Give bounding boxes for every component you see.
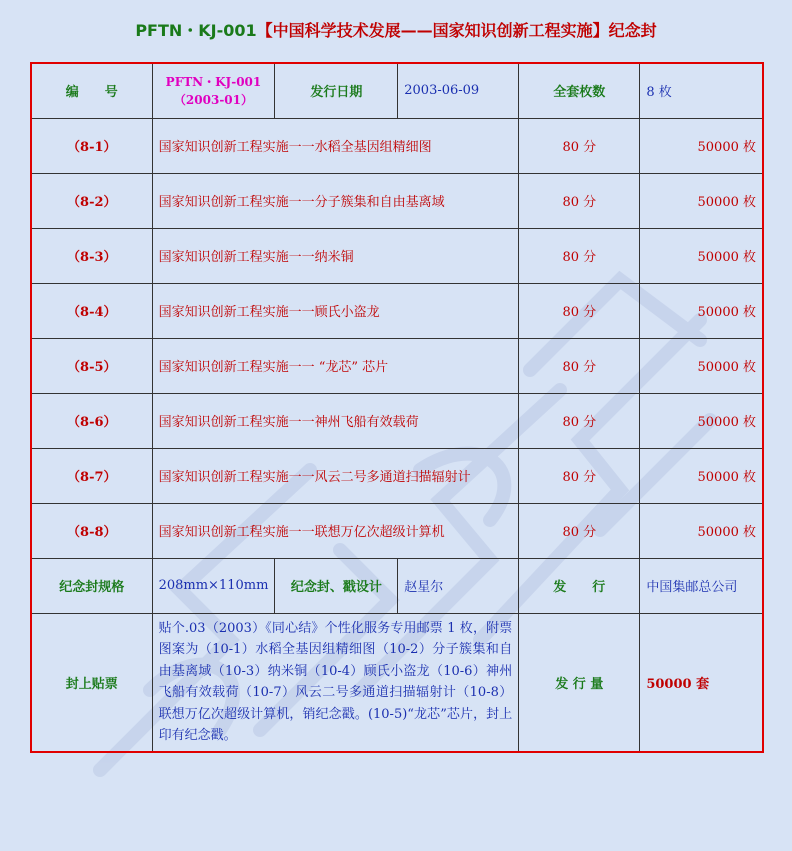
issue-date-label: 发行日期 [275, 63, 398, 118]
volume-value: 50000 套 [640, 613, 763, 752]
row-value: 80 分 [519, 338, 640, 393]
row-quantity: 50000 枚 [640, 503, 763, 558]
table-row [31, 173, 763, 228]
size-value: 208mm×110mm [152, 558, 275, 613]
row-quantity: 50000 枚 [640, 338, 763, 393]
number-value [152, 63, 275, 118]
table-row [31, 393, 763, 448]
design-value: 赵星尔 [398, 558, 519, 613]
row-name: 国家知识创新工程实施一一联想万亿次超级计算机 [152, 503, 519, 558]
row-number: （8-1） [31, 118, 152, 173]
row-name: 国家知识创新工程实施一一神州飞船有效载荷 [152, 393, 519, 448]
table-row [31, 118, 763, 173]
row-quantity: 50000 枚 [640, 283, 763, 338]
row-value: 80 分 [519, 448, 640, 503]
title-code: PFTN・KJ-001 [135, 21, 257, 40]
number-label: 编 号 [31, 63, 152, 118]
row-number: （8-6） [31, 393, 152, 448]
row-value: 80 分 [519, 393, 640, 448]
issuer-value: 中国集邮总公司 [640, 558, 763, 613]
row-quantity: 50000 枚 [640, 448, 763, 503]
table-row [31, 283, 763, 338]
row-name: 国家知识创新工程实施一一顾氏小盗龙 [152, 283, 519, 338]
row-value: 80 分 [519, 283, 640, 338]
page-title [0, 18, 792, 41]
number-value-code: PFTN・KJ-001 [165, 74, 262, 89]
title-text: 【中国科学技术发展——国家知识创新工程实施】纪念封 [256, 21, 657, 40]
set-count-value: 8 枚 [640, 63, 763, 118]
row-number: （8-7） [31, 448, 152, 503]
row-number: （8-8） [31, 503, 152, 558]
volume-label: 发 行 量 [519, 613, 640, 752]
row-name: 国家知识创新工程实施一一风云二号多通道扫描辐射计 [152, 448, 519, 503]
row-value: 80 分 [519, 173, 640, 228]
number-value-year: （2003-01） [173, 92, 254, 107]
row-value: 80 分 [519, 228, 640, 283]
row-name: 国家知识创新工程实施一一分子簇集和自由基离域 [152, 173, 519, 228]
row-value: 80 分 [519, 503, 640, 558]
set-count-label: 全套枚数 [519, 63, 640, 118]
row-quantity: 50000 枚 [640, 393, 763, 448]
stamp-row [31, 613, 763, 752]
row-value: 80 分 [519, 118, 640, 173]
issuer-label: 发 行 [519, 558, 640, 613]
row-quantity: 50000 枚 [640, 228, 763, 283]
row-number: （8-5） [31, 338, 152, 393]
row-name: 国家知识创新工程实施一一水稻全基因组精细图 [152, 118, 519, 173]
row-quantity: 50000 枚 [640, 118, 763, 173]
specs-row [31, 558, 763, 613]
design-label: 纪念封、戳设计 [275, 558, 398, 613]
row-quantity: 50000 枚 [640, 173, 763, 228]
size-label: 纪念封规格 [31, 558, 152, 613]
row-number: （8-4） [31, 283, 152, 338]
row-number: （8-3） [31, 228, 152, 283]
table-row [31, 338, 763, 393]
table-row [31, 448, 763, 503]
cover-info-table [30, 62, 764, 753]
row-name: 国家知识创新工程实施一一 “龙芯” 芯片 [152, 338, 519, 393]
issue-date-value: 2003-06-09 [398, 63, 519, 118]
header-row [31, 63, 763, 118]
stamp-label: 封上贴票 [31, 613, 152, 752]
stamp-note: 贴个.03（2003）《同心结》个性化服务专用邮票 1 枚，附票图案为（10-1）水稻全基因组精细图（10-2）分子簇集和自由基离域（10-3）纳米铜（10-4）顾氏小盗龙（10-6）神州飞船有效载荷（10-7）风云二号多通道扫描辐射计（10-8）联想万亿次超级计算机，销纪念戳。(10-5)“龙芯”芯片，封上印有纪念戳。 [152, 613, 519, 752]
table-row [31, 228, 763, 283]
table-row [31, 503, 763, 558]
row-name: 国家知识创新工程实施一一纳米铜 [152, 228, 519, 283]
row-number: （8-2） [31, 173, 152, 228]
